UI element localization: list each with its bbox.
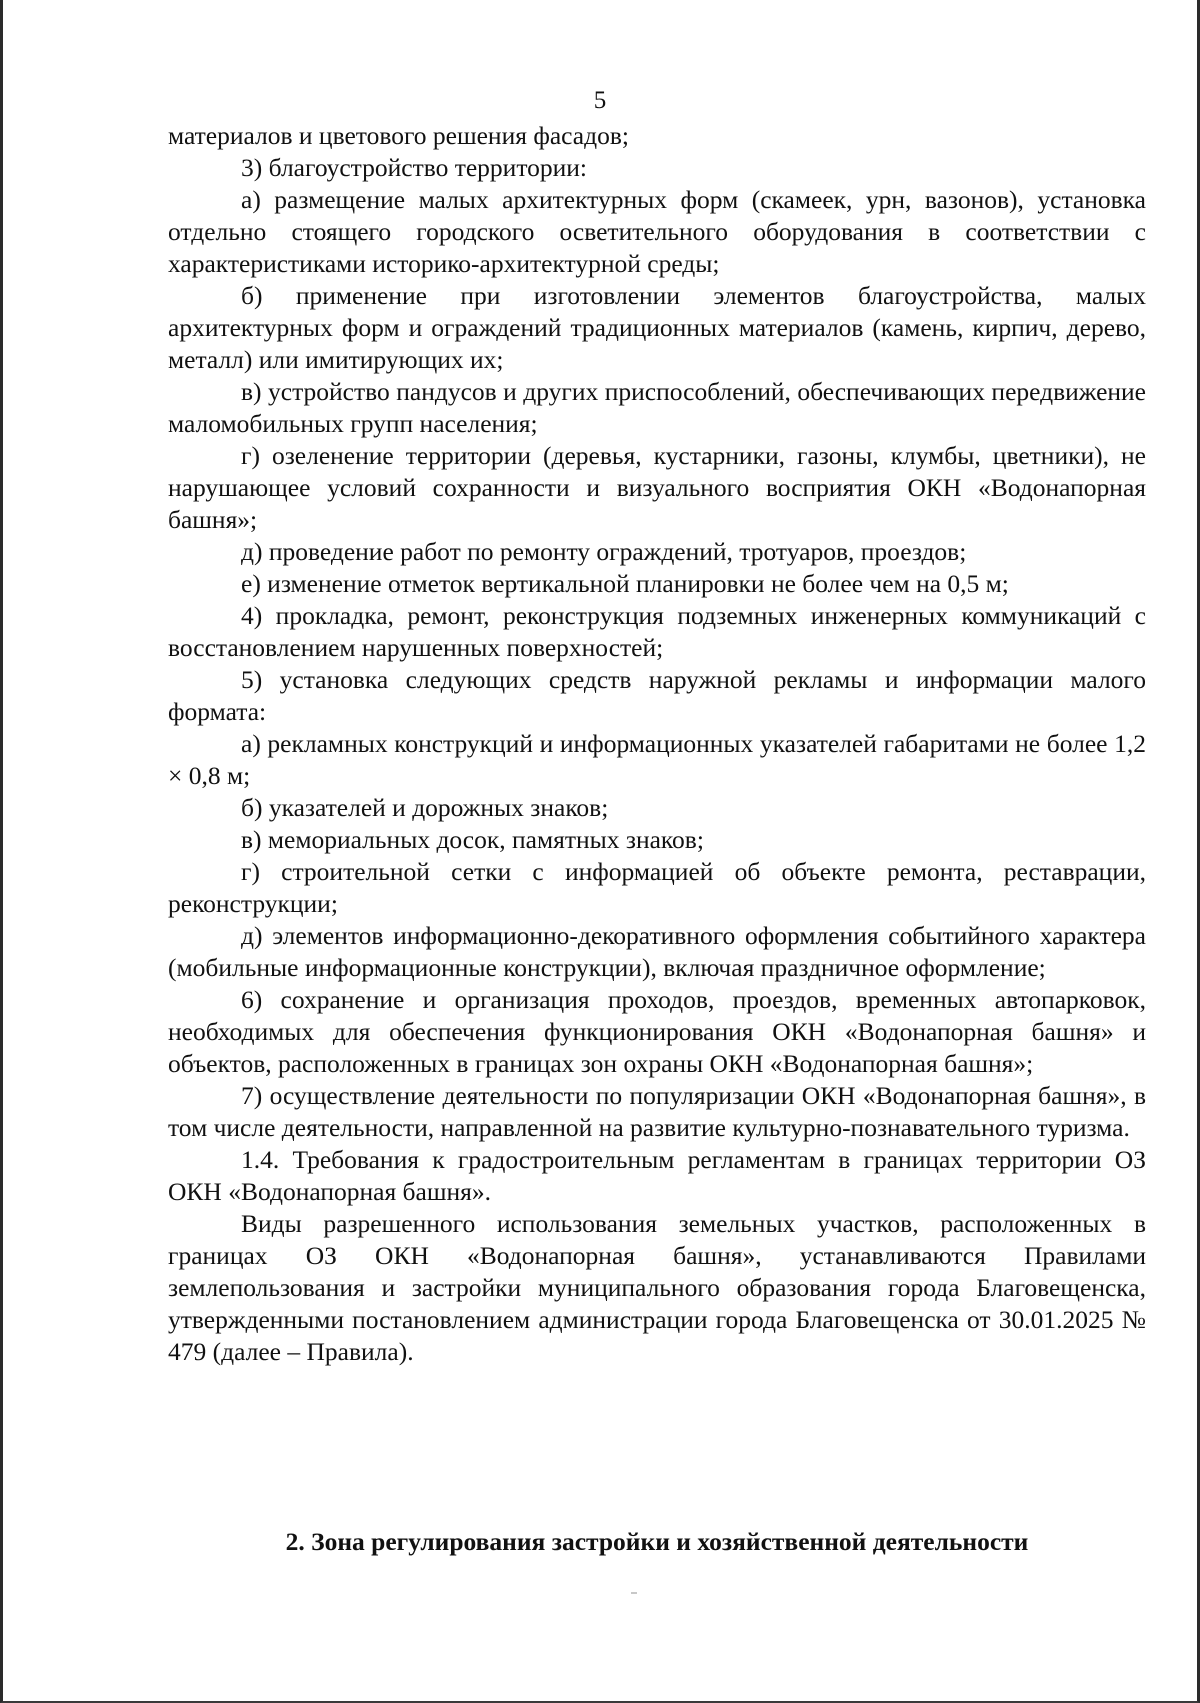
scan-artifact [631, 1592, 637, 1594]
section-heading: 2. Зона регулирования застройки и хозяйственной деятельности [285, 1527, 1029, 1556]
page-number: 5 [593, 87, 607, 114]
paragraph-item-3v: в) устройство пандусов и других приспособлений, обеспечивающих передвижение маломобильных групп населения; [168, 377, 1146, 438]
paragraph-item-3b: б) применение при изготовлении элементов благоустройства, малых архитектурных форм и ограждений традиционных материалов (камень, кирпич, дерево, металл) или имитирующих их; [168, 281, 1146, 374]
paragraph-continuation: материалов и цветового решения фасадов; [168, 121, 629, 150]
paragraph-clause-1-4: 1.4. Требования к градостроительным регламентам в границах территории ОЗ ОКН «Водонапорная башня». [168, 1145, 1146, 1206]
paragraph-item-5b: б) указателей и дорожных знаков; [241, 793, 609, 822]
paragraph-item-5g: г) строительной сетки с информацией об объекте ремонта, реставрации, реконструкции; [168, 857, 1146, 918]
paragraph-item-3: 3) благоустройство территории: [241, 153, 588, 182]
paragraph-item-5d: д) элементов информационно-декоративного оформления событийного характера (мобильные информационные конструкции), включая праздничное оформление; [168, 921, 1146, 982]
paragraph-item-5a: а) рекламных конструкций и информационных указателей габаритами не более 1,2 × 0,8 м; [168, 729, 1146, 790]
paragraph-item-4: 4) прокладка, ремонт, реконструкция подземных инженерных коммуникаций с восстановлением нарушенных поверхностей; [168, 601, 1146, 662]
document-body [168, 120, 1146, 1368]
paragraph-item-3a: а) размещение малых архитектурных форм (скамеек, урн, вазонов), установка отдельно стоящего городского осветительного оборудования в соответствии с характеристиками историко-архитектурной среды; [168, 185, 1146, 278]
paragraph-item-3e: е) изменение отметок вертикальной планировки не более чем на 0,5 м; [241, 569, 1009, 598]
paragraph-item-3d: д) проведение работ по ремонту ограждений, тротуаров, проездов; [241, 537, 967, 566]
paragraph-permitted-uses: Виды разрешенного использования земельных участков, расположенных в границах ОЗ ОКН «Водонапорная башня», устанавливаются Правилами землепользования и застройки муниципального образования города Благовещенска, утвержденными постановлением администрации города Благовещенска от 30.01.2025 № 479 (далее – Правила). [168, 1209, 1146, 1366]
paragraph-item-6: 6) сохранение и организация проходов, проездов, временных автопарковок, необходимых для обеспечения функционирования ОКН «Водонапорная башня» и объектов, расположенных в границах зон охраны ОКН «Водонапорная башня»; [168, 985, 1146, 1078]
paragraph-item-5v: в) мемориальных досок, памятных знаков; [241, 825, 704, 854]
paragraph-item-7: 7) осуществление деятельности по популяризации ОКН «Водонапорная башня», в том числе деятельности, направленной на развитие культурно-познавательного туризма. [168, 1081, 1146, 1142]
paragraph-item-5: 5) установка следующих средств наружной рекламы и информации малого формата: [168, 665, 1146, 726]
paragraph-item-3g: г) озеленение территории (деревья, кустарники, газоны, клумбы, цветники), не нарушающее условий сохранности и визуального восприятия ОКН «Водонапорная башня»; [168, 441, 1146, 534]
